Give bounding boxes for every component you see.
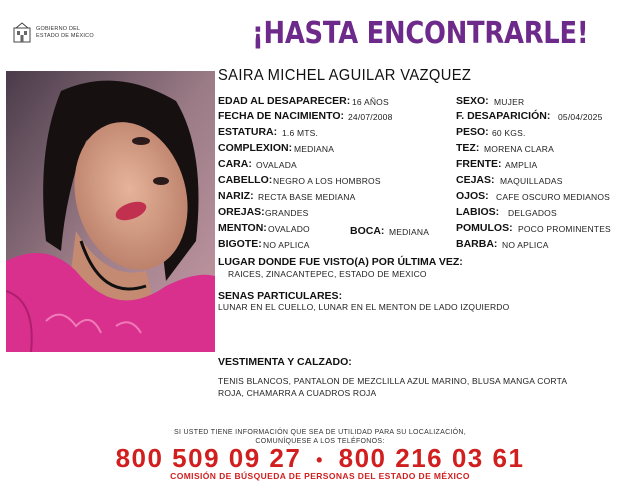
clothing-line-1: TENIS BLANCOS, PANTALON DE MEZCLILLA AZUL MARINO, BLUSA MANGA CORTA: [218, 376, 568, 386]
logo-line-1: GOBIERNO DEL: [36, 26, 81, 32]
sexo-label: SEXO:: [456, 95, 489, 107]
phone-2[interactable]: 800 216 03 61: [338, 443, 525, 473]
tez-value: MORENA CLARA: [484, 144, 554, 154]
clothing-label: VESTIMENTA Y CALZADO:: [218, 356, 352, 368]
cabello-label: CABELLO:: [218, 174, 273, 186]
barba-value: NO APLICA: [502, 240, 549, 250]
state-seal-icon: [12, 22, 32, 44]
nacimiento-value: 24/07/2008: [348, 112, 393, 122]
marks-label: SENAS PARTICULARES:: [218, 290, 343, 302]
labios-value: DELGADOS: [508, 208, 557, 218]
pomulos-label: POMULOS:: [456, 222, 513, 234]
edad-value: 16 AÑOS: [352, 97, 389, 107]
contact-note-line-1: SI USTED TIENE INFORMACIÓN QUE SEA DE UTILIDAD PARA SU LOCALIZACIÓN,: [173, 429, 467, 436]
estatura-label: ESTATURA:: [218, 126, 278, 138]
boca-value: MEDIANA: [389, 227, 430, 237]
nariz-label: NARIZ:: [218, 190, 254, 202]
logo-line-2: ESTADO DE MÉXICO: [36, 33, 94, 39]
bigote-value: NO APLICA: [263, 240, 310, 250]
person-name: SAIRA MICHEL AGUILAR VAZQUEZ: [218, 67, 472, 84]
bigote-label: BIGOTE:: [218, 238, 262, 250]
phone-separator: •: [316, 449, 324, 470]
sexo-value: MUJER: [494, 97, 525, 107]
ojos-value: CAFE OSCURO MEDIANOS: [496, 192, 611, 202]
frente-label: FRENTE:: [456, 158, 502, 170]
pomulos-value: POCO PROMINENTES: [518, 224, 611, 234]
contact-note-line-2: COMUNÍQUESE A LOS TELÉFONOS:: [255, 438, 385, 445]
orejas-value: GRANDES: [265, 208, 309, 218]
cabello-value: NEGRO A LOS HOMBROS: [273, 176, 381, 186]
estatura-value: 1.6 MTS.: [282, 128, 319, 138]
commission-footer: COMISIÓN DE BÚSQUEDA DE PERSONAS DEL ESTADO DE MÉXICO: [170, 471, 470, 481]
nariz-value: RECTA BASE MEDIANA: [258, 192, 356, 202]
last-seen-label: LUGAR DONDE FUE VISTO(A) POR ÚLTIMA VEZ:: [218, 256, 463, 268]
desaparicion-label: F. DESAPARICIÓN:: [456, 110, 551, 122]
boca-label: BOCA:: [350, 225, 385, 237]
orejas-label: OREJAS:: [218, 206, 265, 218]
frente-value: AMPLIA: [505, 160, 538, 170]
government-logo: [12, 20, 122, 46]
cejas-label: CEJAS:: [456, 174, 495, 186]
poster-headline: ¡HASTA ENCONTRARLE!: [252, 16, 589, 51]
phone-1[interactable]: 800 509 09 27: [115, 443, 302, 473]
marks-value: LUNAR EN EL CUELLO, LUNAR EN EL MENTON DE LADO IZQUIERDO: [218, 302, 510, 312]
edad-label: EDAD AL DESAPARECER:: [218, 95, 351, 107]
desaparicion-value: 05/04/2025: [558, 112, 603, 122]
peso-label: PESO:: [456, 126, 489, 138]
cejas-value: MAQUILLADAS: [500, 176, 563, 186]
barba-label: BARBA:: [456, 238, 498, 250]
nacimiento-label: FECHA DE NACIMIENTO:: [218, 110, 344, 122]
phone-numbers: [0, 443, 640, 474]
clothing-line-2: ROJA, CHAMARRA A CUADROS ROJA: [218, 388, 377, 398]
cara-value: OVALADA: [256, 160, 297, 170]
menton-label: MENTON:: [218, 222, 267, 234]
menton-value: OVALADO: [268, 224, 310, 234]
peso-value: 60 KGS.: [492, 128, 526, 138]
complexion-label: COMPLEXION:: [218, 142, 293, 154]
last-seen-value: RAICES, ZINACANTEPEC, ESTADO DE MEXICO: [228, 269, 427, 279]
ojos-label: OJOS:: [456, 190, 489, 202]
missing-person-photo: [6, 71, 215, 352]
cara-label: CARA:: [218, 158, 252, 170]
labios-label: LABIOS:: [456, 206, 500, 218]
complexion-value: MEDIANA: [294, 144, 335, 154]
tez-label: TEZ:: [456, 142, 480, 154]
